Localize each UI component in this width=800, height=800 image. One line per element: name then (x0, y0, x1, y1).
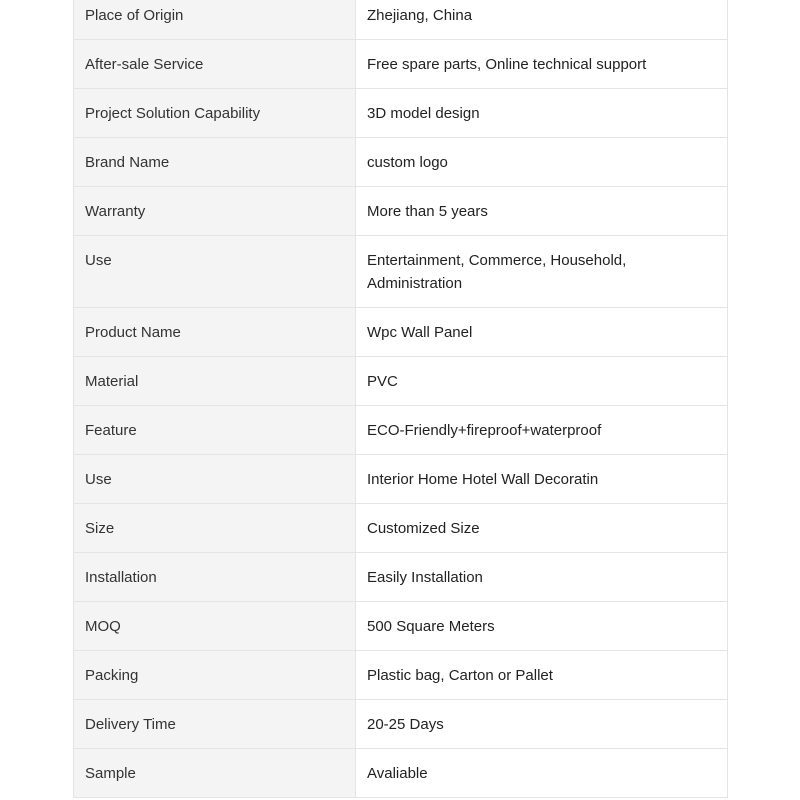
spec-label: Sample (74, 749, 356, 798)
spec-value: More than 5 years (356, 187, 728, 236)
table-row (74, 602, 728, 651)
table-row (74, 308, 728, 357)
spec-label: Project Solution Capability (74, 89, 356, 138)
table-row (74, 455, 728, 504)
spec-value: Customized Size (356, 504, 728, 553)
spec-value: Wpc Wall Panel (356, 308, 728, 357)
spec-value: 3D model design (356, 89, 728, 138)
table-row (74, 553, 728, 602)
spec-label: Installation (74, 553, 356, 602)
spec-value: Entertainment, Commerce, Household, Administration (356, 236, 728, 308)
spec-label: Use (74, 455, 356, 504)
spec-label: After-sale Service (74, 40, 356, 89)
spec-value: Easily Installation (356, 553, 728, 602)
spec-label: Material (74, 357, 356, 406)
table-row (74, 138, 728, 187)
spec-label: Size (74, 504, 356, 553)
spec-value: 500 Square Meters (356, 602, 728, 651)
table-row (74, 651, 728, 700)
spec-label: Use (74, 236, 356, 308)
table-row (74, 236, 728, 308)
spec-label: Product Name (74, 308, 356, 357)
spec-value: 20-25 Days (356, 700, 728, 749)
table-row (74, 0, 728, 40)
table-row (74, 40, 728, 89)
spec-label: Warranty (74, 187, 356, 236)
spec-value: PVC (356, 357, 728, 406)
spec-value: Avaliable (356, 749, 728, 798)
spec-label: Delivery Time (74, 700, 356, 749)
spec-value: ECO-Friendly+fireproof+waterproof (356, 406, 728, 455)
table-row (74, 700, 728, 749)
spec-value: Zhejiang, China (356, 0, 728, 40)
spec-label: MOQ (74, 602, 356, 651)
table-row (74, 749, 728, 798)
spec-label: Place of Origin (74, 0, 356, 40)
spec-label: Feature (74, 406, 356, 455)
product-spec-table (73, 0, 728, 798)
spec-label: Brand Name (74, 138, 356, 187)
table-row (74, 357, 728, 406)
table-row (74, 89, 728, 138)
spec-value: custom logo (356, 138, 728, 187)
spec-value: Free spare parts, Online technical support (356, 40, 728, 89)
table-row (74, 504, 728, 553)
spec-value: Interior Home Hotel Wall Decoratin (356, 455, 728, 504)
table-row (74, 406, 728, 455)
spec-value: Plastic bag, Carton or Pallet (356, 651, 728, 700)
spec-label: Packing (74, 651, 356, 700)
table-row (74, 187, 728, 236)
